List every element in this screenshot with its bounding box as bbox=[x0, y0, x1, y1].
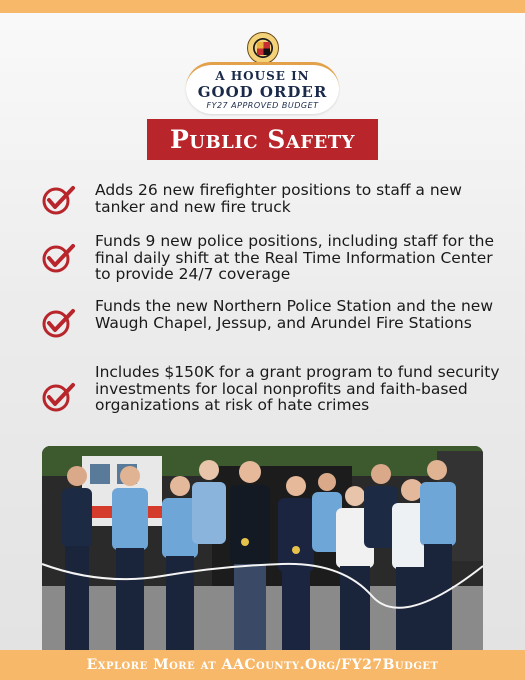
bullet-text: Adds 26 new firefighter positions to staff a new tanker and new fire truck bbox=[95, 181, 462, 216]
badge-line-2: GOOD ORDER bbox=[197, 83, 328, 101]
badge-line-1: A HOUSE IN bbox=[215, 69, 310, 83]
seal-shield-icon bbox=[257, 42, 270, 55]
scissors-icon bbox=[241, 538, 249, 546]
footer-link[interactable]: Explore More at AACounty.Org/FY27Budget bbox=[0, 650, 525, 680]
badge-line-3: FY27 APPROVED BUDGET bbox=[206, 101, 319, 110]
checkmark-icon bbox=[42, 382, 76, 412]
bullet-text: Includes $150K for a grant program to fund security investments for local nonprofits and faith-based organizations at risk of hate crimes bbox=[95, 363, 500, 414]
ribbon-cutting-photo bbox=[42, 446, 483, 650]
checkmark-icon bbox=[42, 308, 76, 338]
bullet-text: Funds the new Northern Police Station and the new Waugh Chapel, Jessup, and Arundel Fire Stations bbox=[95, 297, 494, 332]
page-title: Public Safety bbox=[147, 119, 378, 160]
group-photo-illustration bbox=[42, 446, 483, 650]
checkmark-icon bbox=[42, 185, 76, 215]
top-accent-bar bbox=[0, 0, 525, 13]
scissors-icon bbox=[292, 546, 300, 554]
checkmark-icon bbox=[42, 243, 76, 273]
county-seal-icon bbox=[247, 32, 279, 64]
budget-badge bbox=[186, 62, 339, 114]
bullet-text: Funds 9 new police positions, including staff for the final daily shift at the Real Time Information Center to provide 24/7 coverage bbox=[95, 232, 495, 283]
